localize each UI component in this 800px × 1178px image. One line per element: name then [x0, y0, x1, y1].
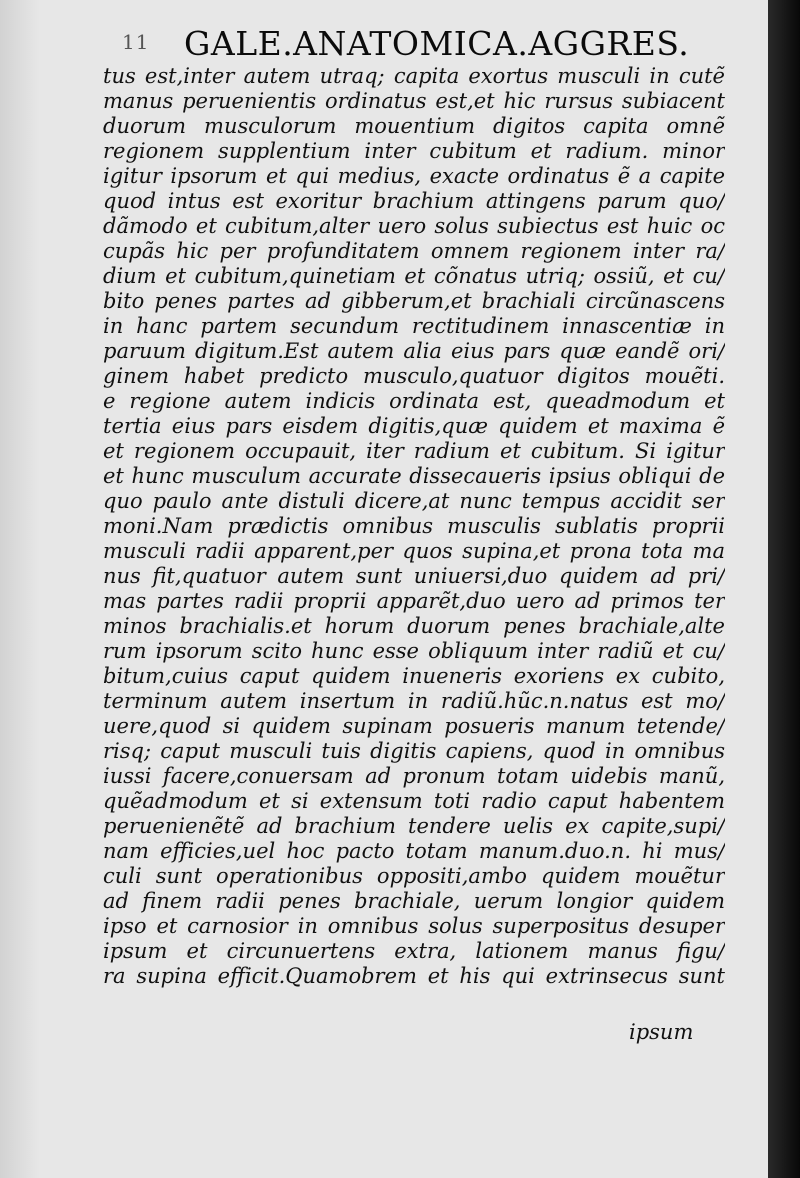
text-line: regionem supplentium inter cubitum et radium. minor	[103, 139, 725, 163]
text-line: bitum,cuius caput quidem inueneris exoriens ex cubito,	[103, 664, 725, 688]
text-line: paruum digitum.Est autem alia eius pars quæ eandẽ ori/	[103, 339, 725, 363]
body-text	[103, 64, 725, 989]
text-line: tus est,inter autem utraq; capita exortus musculi in cutẽ	[103, 64, 725, 88]
text-line: nam efficies,uel hoc pacto totam manum.duo.n. hi mus/	[103, 839, 725, 863]
text-line: culi sunt operationibus oppositi,ambo quidem mouẽtur	[103, 864, 725, 888]
text-line: risq; caput musculi tuis digitis capiens, quod in omnibus	[103, 739, 725, 763]
text-line: nus fit,quatuor autem sunt uniuersi,duo quidem ad pri/	[103, 564, 725, 588]
show-through-text	[110, 1036, 710, 1058]
catchword: ipsum	[629, 1020, 694, 1044]
text-line: duorum musculorum mouentium digitos capita omnẽ	[103, 114, 725, 138]
text-line: musculi radii apparent,per quos supina,et prona tota ma	[103, 539, 725, 563]
text-line: ipso et carnosior in omnibus solus superpositus desuper	[103, 914, 725, 938]
text-line: tertia eius pars eisdem digitis,quæ quidem et maxima ẽ	[103, 414, 725, 438]
text-line: dium et cubitum,quinetiam et cõnatus utriq; ossiũ, et cu/	[103, 264, 725, 288]
text-line: quo paulo ante distuli dicere,at nunc tempus accidit ser	[103, 489, 725, 513]
text-line: et hunc musculum accurate dissecaueris ipsius obliqui de	[103, 464, 725, 488]
page-folio: 11	[122, 30, 150, 54]
text-line: cupãs hic per profunditatem omnem regionem inter ra/	[103, 239, 725, 263]
text-line: uere,quod si quidem supinam posueris manum tetende/	[103, 714, 725, 738]
book-gutter	[768, 0, 800, 1178]
text-line: et regionem occupauit, iter radium et cubitum. Si igitur	[103, 439, 725, 463]
text-line: quod intus est exoritur brachium attingens parum quo/	[103, 189, 725, 213]
text-line: dãmodo et cubitum,alter uero solus subiectus est huic oc	[103, 214, 725, 238]
text-line: mas partes radii proprii apparẽt,duo uero ad primos ter	[103, 589, 725, 613]
text-line: igitur ipsorum et qui medius, exacte ordinatus ẽ a capite	[103, 164, 725, 188]
text-line: quẽadmodum et si extensum toti radio caput habentem	[103, 789, 725, 813]
text-line: rum ipsorum scito hunc esse obliquum inter radiũ et cu/	[103, 639, 725, 663]
text-line: e regione autem indicis ordinata est, queadmodum et	[103, 389, 725, 413]
text-line: ipsum et circunuertens extra, lationem manus figu/	[103, 939, 725, 963]
text-line: ad finem radii penes brachiale, uerum longior quidem	[103, 889, 725, 913]
text-line: minos brachialis.et horum duorum penes brachiale,alte	[103, 614, 725, 638]
text-line: in hanc partem secundum rectitudinem innascentiæ in	[103, 314, 725, 338]
text-line: ginem habet predicto musculo,quatuor digitos mouẽti.	[103, 364, 725, 388]
text-line: peruenienẽtẽ ad brachium tendere uelis ex capite,supi/	[103, 814, 725, 838]
text-line: ra supina efficit.Quamobrem et his qui extrinsecus sunt	[103, 964, 725, 988]
text-line: iussi facere,conuersam ad pronum totam uidebis manũ,	[103, 764, 725, 788]
text-line: bito penes partes ad gibberum,et brachiali circũnascens	[103, 289, 725, 313]
text-line: moni.Nam prædictis omnibus musculis sublatis proprii	[103, 514, 725, 538]
text-line: terminum autem insertum in radiũ.hũc.n.natus est mo/	[103, 689, 725, 713]
running-head: GALE.ANATOMICA.AGGRES.	[184, 24, 690, 63]
text-line: manus peruenientis ordinatus est,et hic rursus subiacent	[103, 89, 725, 113]
